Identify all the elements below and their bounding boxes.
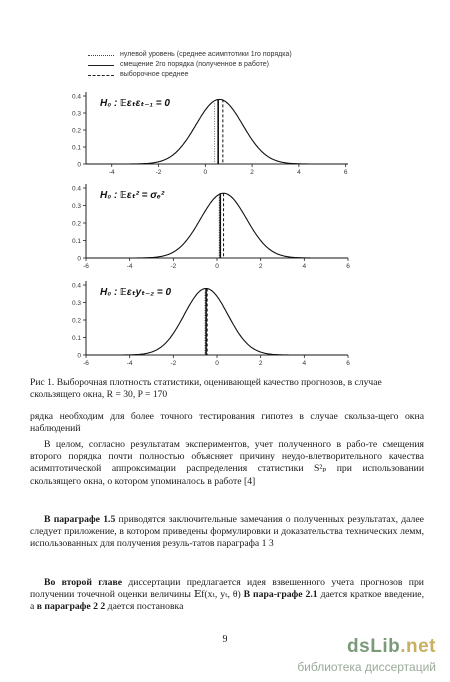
x-tick-label: -6: [83, 263, 89, 270]
section-ref-2-2: в параграфе 2 2: [36, 601, 106, 613]
density-chart-2: [60, 178, 360, 272]
x-tick-label: 6: [346, 263, 350, 270]
y-tick-label: 0.2: [71, 127, 81, 135]
paragraph-text: дается краткое введение, а: [30, 589, 424, 613]
x-tick-label: 2: [258, 263, 263, 270]
y-tick-label: 0.4: [71, 93, 81, 101]
density-curve: [86, 193, 348, 258]
x-tick-label: -4: [108, 169, 115, 176]
x-tick-label: 6: [346, 360, 350, 367]
y-tick-label: 0: [77, 161, 81, 169]
watermark-subtitle: библиотека диссертаций: [297, 660, 436, 674]
x-tick-label: 4: [302, 263, 307, 270]
density-curve: [86, 99, 348, 164]
x-tick-label: 2: [250, 169, 254, 176]
legend-label: смещение 2го порядка (полученное в работе): [120, 61, 269, 68]
legend-swatch-solid: [88, 65, 114, 66]
y-tick-label: 0.3: [71, 300, 81, 307]
y-tick-label: 0.1: [71, 238, 81, 245]
paragraph-text: диссертации предлагается идея взвешенного учета прогнозов при получении точечной оценки величины 𝔼f(xₜ, yₜ, θ): [30, 577, 424, 601]
hypothesis-label: H₀ : 𝔼εₜεₜ₋₁ = 0: [100, 98, 170, 109]
legend-label: выборочное среднее: [120, 71, 189, 78]
paragraph-text: дается постановка: [105, 601, 184, 613]
chart-legend: [88, 50, 348, 84]
y-tick-label: 0.1: [71, 335, 81, 342]
density-curve: [86, 289, 348, 356]
watermark-logo-tld: .net: [400, 636, 436, 657]
x-tick-label: 0: [215, 263, 219, 270]
chapter-ref-2: Во второй главе: [44, 577, 122, 588]
hypothesis-label: H₀ : 𝔼εₜ² = σₑ²: [100, 190, 165, 201]
x-tick-label: -2: [170, 263, 177, 270]
paragraph-section-1-5: [30, 514, 424, 551]
density-chart-1: [60, 86, 360, 178]
y-tick-label: 0.1: [71, 144, 81, 152]
watermark: [286, 636, 436, 676]
watermark-logo: [347, 636, 436, 658]
page-number: 9: [222, 634, 228, 645]
section-ref-2-1: В пара-графе 2.1: [243, 589, 318, 601]
paragraph-continuation: рядка необходим для более точного тестирования гипотез в случае скольза-щего окна наблюдений: [30, 411, 424, 435]
figure-caption: Рис 1. Выборочная плотность статистики, оценивающей качество прогнозов, в случае скользящего окна, R = 30, P = 170: [30, 377, 382, 400]
paragraph-results: В целом, согласно результатам экспериментов, учет полученного в рабо-те смещения второго порядка почти полностью объясняет причину неудо-влетворительного качества асимптотической аппроксимации распределения статистики S²ₚ при использовании скользящего окна, о котором упоминалось в работе [4]: [30, 439, 424, 487]
y-tick-label: 0.3: [71, 110, 81, 118]
x-tick-label: 4: [302, 360, 307, 367]
x-tick-label: -2: [170, 360, 177, 367]
section-ref-1-5: В параграфе 1.5: [44, 514, 116, 525]
x-tick-label: -4: [126, 263, 133, 270]
legend-swatch-dashed: [88, 75, 114, 76]
x-tick-label: 2: [258, 360, 263, 367]
x-tick-label: -4: [126, 360, 133, 367]
watermark-logo-text: dsLib: [347, 636, 401, 657]
density-chart-3: [60, 275, 360, 370]
y-tick-label: 0.4: [71, 185, 81, 193]
y-tick-label: 0: [77, 352, 81, 360]
paragraph-text: приводятся заключительные замечания о полученных результатах, далее следует приложение, в котором приведены формулировки и доказательства технических лемм, использованных для получения резуль-татов параграфа 1 3: [30, 514, 424, 550]
x-tick-label: -2: [155, 169, 162, 176]
x-tick-label: 0: [203, 169, 208, 176]
x-tick-label: 6: [343, 169, 348, 176]
y-tick-label: 0.2: [71, 317, 81, 325]
y-tick-label: 0.2: [71, 220, 81, 228]
y-tick-label: 0.4: [71, 282, 81, 290]
legend-label: нулевой уровень (среднее асимптотики 1го порядка): [120, 51, 292, 58]
y-tick-label: 0: [77, 255, 81, 263]
x-tick-label: -6: [83, 360, 89, 367]
y-tick-label: 0.3: [71, 203, 81, 210]
legend-swatch-dotted: [88, 55, 114, 56]
x-tick-label: 4: [297, 169, 301, 176]
x-tick-label: 0: [215, 360, 219, 367]
hypothesis-label: H₀ : 𝔼εₜyₜ₋₂ = 0: [100, 287, 172, 298]
paragraph-chapter-2: [30, 577, 424, 614]
